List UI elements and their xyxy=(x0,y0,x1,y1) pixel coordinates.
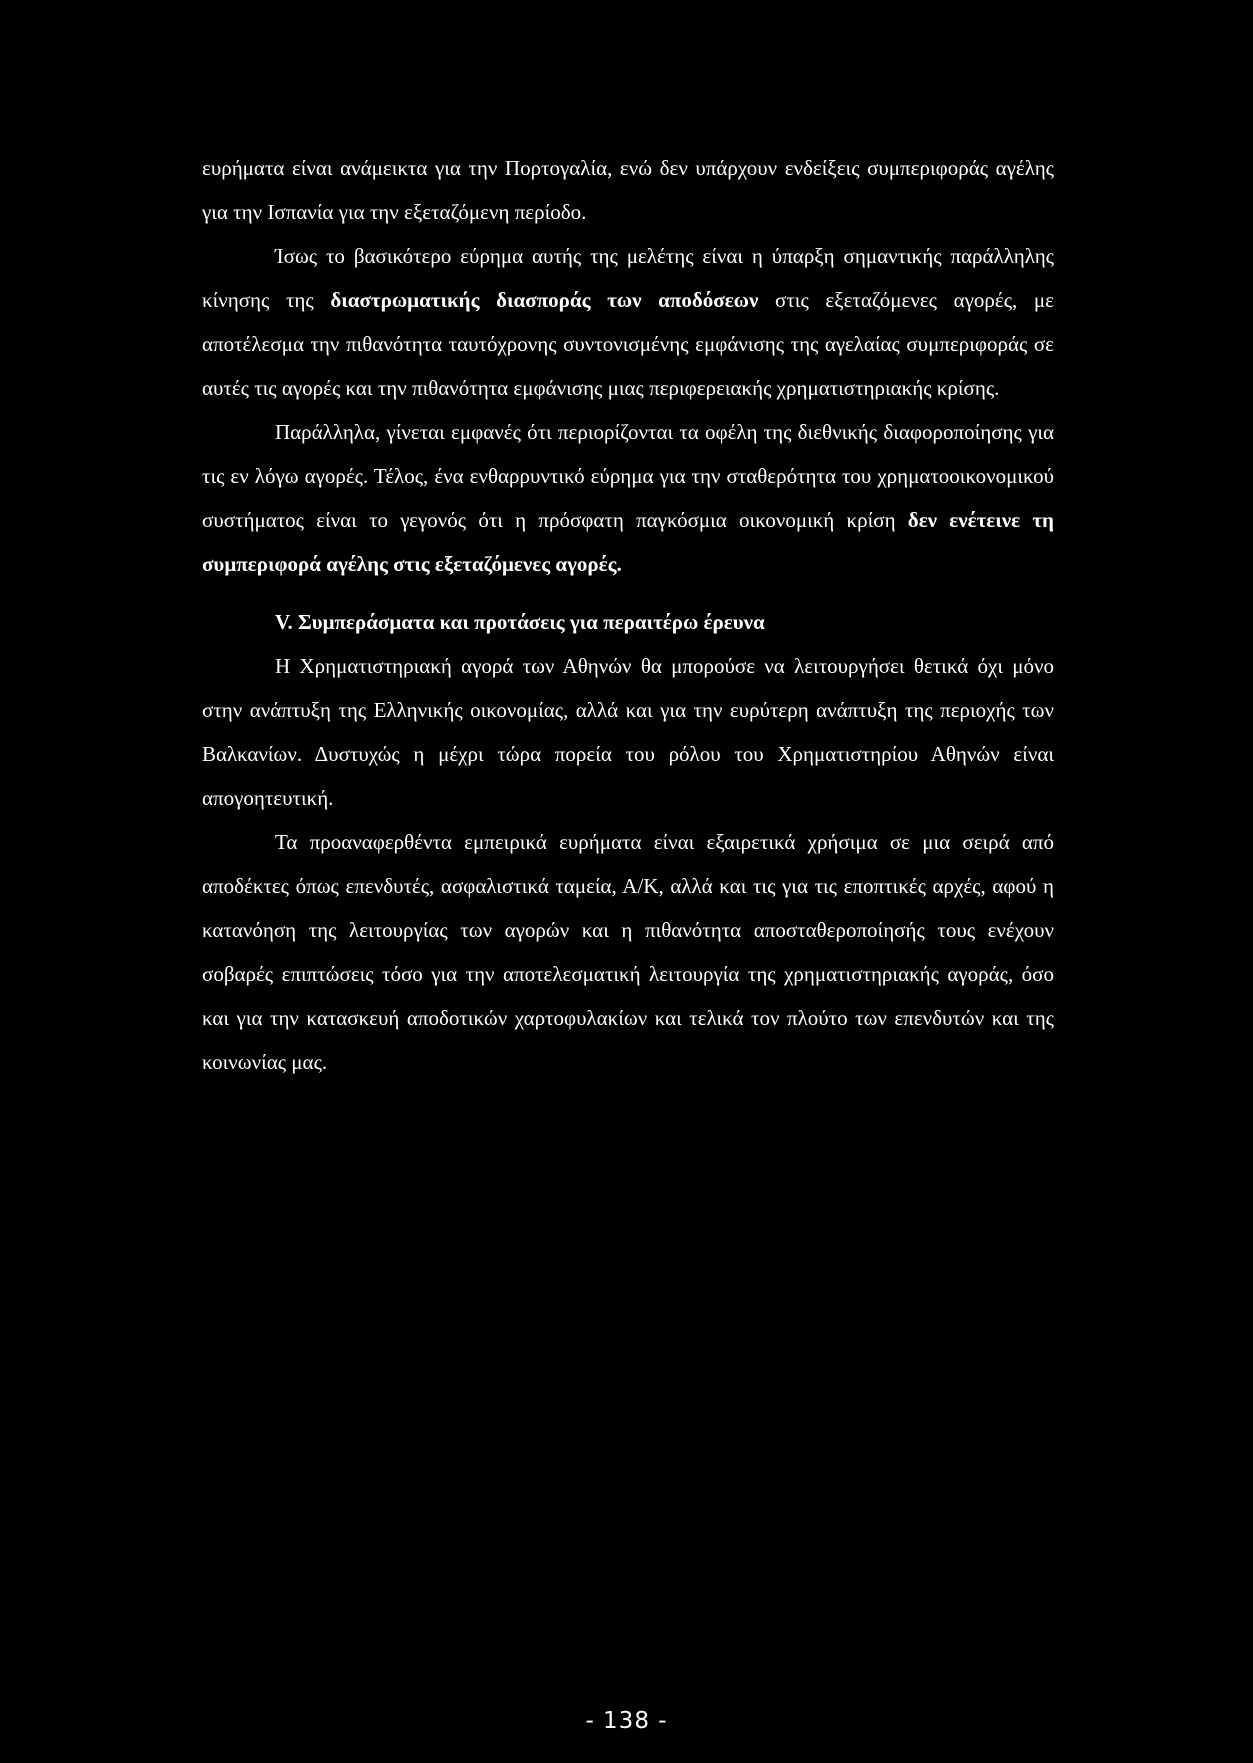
page-body xyxy=(202,146,1054,1084)
paragraph-2 xyxy=(202,234,1054,410)
paragraph-3-text-a: Παράλληλα, γίνεται εμφανές ότι περιορίζονται τα οφέλη της διεθνικής διαφοροποίησης για τις εν λόγω αγορές. Τέλος, ένα ενθαρρυντικό εύρημα για την σταθερότητα του χρηματοοικονομικού συστήματος είναι το γεγονός ότι η πρόσφατη παγκόσμια οικονομική κρίση xyxy=(202,420,1054,532)
paragraph-5-text: Τα προαναφερθέντα εμπειρικά ευρήματα είναι εξαιρετικά χρήσιμα σε μια σειρά από αποδέκτες όπως επενδυτές, ασφαλιστικά ταμεία, Α/Κ, αλλά και τις για τις εποπτικές αρχές, αφού η κατανόηση της λειτουργίας των αγορών και η πιθανότητα αποσταθεροποίησής τους ενέχουν σοβαρές επιπτώσεις τόσο για την αποτελεσματική λειτουργία της χρηματιστηριακής αγοράς, όσο και για την κατασκευή αποδοτικών χαρτοφυλακίων και τελικά τον πλούτο των επενδυτών και της κοινωνίας μας. xyxy=(202,830,1054,1074)
page-number: - 138 - xyxy=(585,1708,668,1734)
paragraph-5 xyxy=(202,820,1054,1084)
paragraph-3 xyxy=(202,410,1054,586)
paragraph-1 xyxy=(202,146,1054,234)
paragraph-1-text: ευρήματα είναι ανάμεικτα για την Πορτογαλία, ενώ δεν υπάρχουν ενδείξεις συμπεριφοράς αγέλης για την Ισπανία για την εξεταζόμενη περίοδο. xyxy=(202,156,1054,224)
paragraph-2-text-b: στις εξεταζόμενες αγορές, με αποτέλεσμα την πιθανότητα ταυτόχρονης συντονισμένης εμφάνισης της αγελαίας συμπεριφοράς σε αυτές τις αγορές και την πιθανότητα εμφάνισης μιας περιφερειακής χρηματιστηριακής κρίσης. xyxy=(202,288,1054,400)
paragraph-2-text-a: Ίσως το βασικότερο εύρημα αυτής της μελέτης είναι η ύπαρξη σημαντικής παράλληλης κίνησης της xyxy=(202,244,1054,312)
paragraph-2-bold-term: διαστρωματικής διασποράς των αποδόσεων xyxy=(330,288,759,312)
paragraph-4 xyxy=(202,644,1054,820)
paragraph-3-bold-conclusion: δεν ενέτεινε τη συμπεριφορά αγέλης στις εξεταζόμενες αγορές. xyxy=(202,508,1054,576)
section-heading: V. Συμπεράσματα και προτάσεις για περαιτέρω έρευνα xyxy=(275,610,765,634)
paragraph-4-text: Η Χρηματιστηριακή αγορά των Αθηνών θα μπορούσε να λειτουργήσει θετικά όχι μόνο στην ανάπτυξη της Ελληνικής οικονομίας, αλλά και για την ευρύτερη ανάπτυξη της περιοχής των Βαλκανίων. Δυστυχώς η μέχρι τώρα πορεία του ρόλου του Χρηματιστηρίου Αθηνών είναι απογοητευτική. xyxy=(202,654,1054,810)
